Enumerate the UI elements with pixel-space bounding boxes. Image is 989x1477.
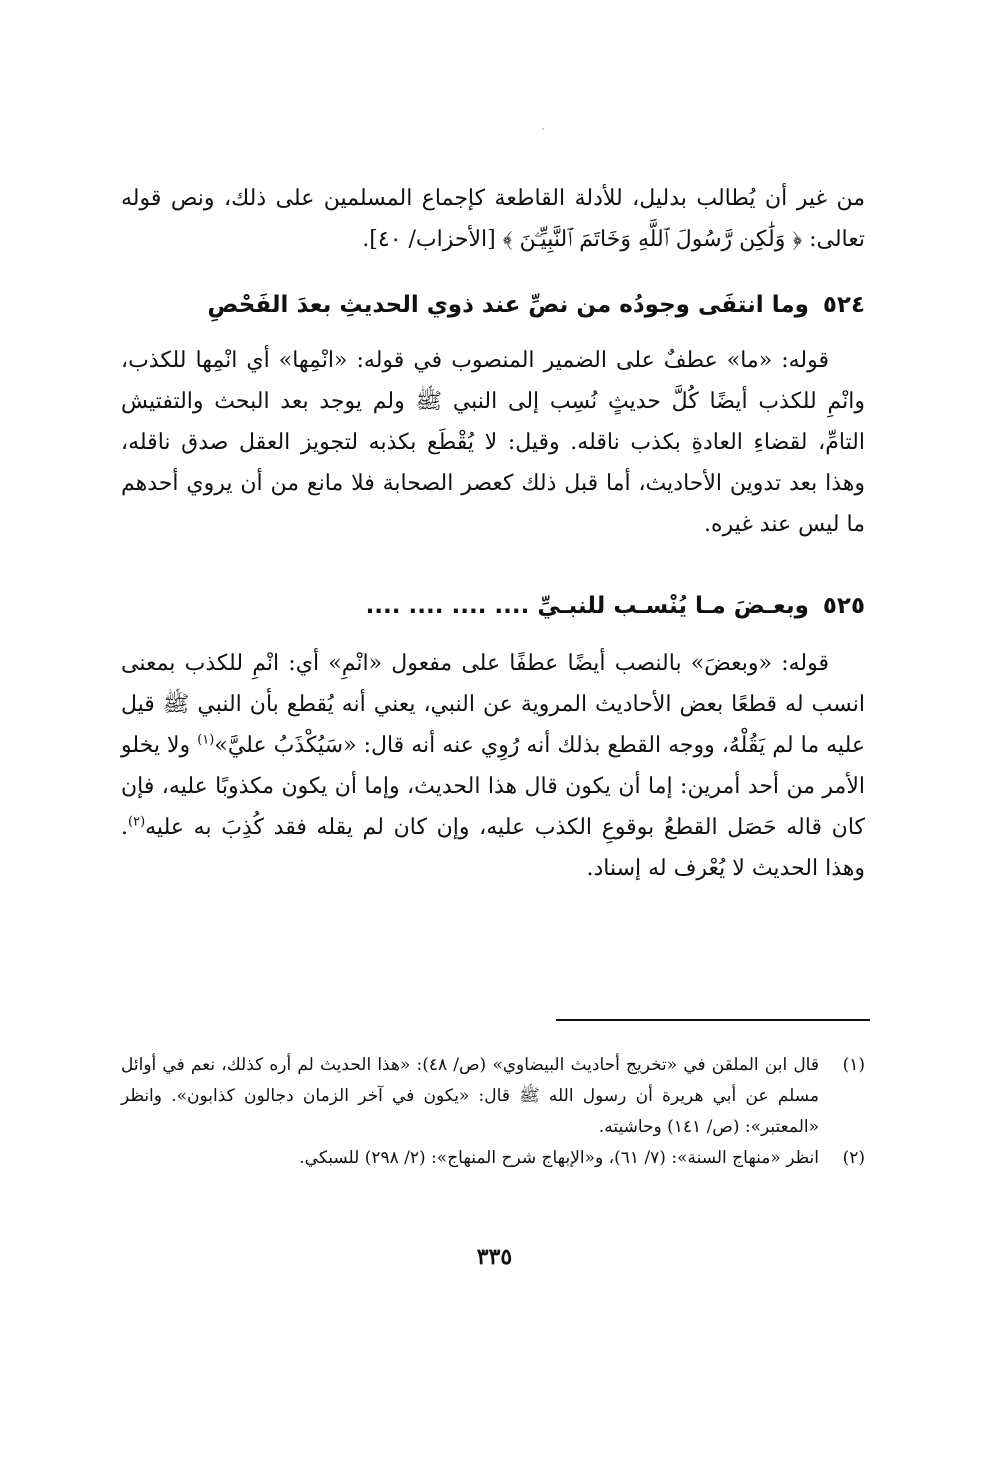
footnote-number: (١) [842,1055,865,1075]
footnote-divider [556,1019,870,1021]
paragraph-text: قوله: «وبعضَ» بالنصب أيضًا عطفًا على مفعول «انْمِ» أي: انْمِ للكذب بمعنى انسب له قطعًا بعض الأحاديث المروية عن النبي، يعني أنه يُقطع بأن النبي ﷺ قيل عليه ما لم يَقُلْهُ، ووجه القطع بذلك أنه رُوِي عنه أنه قال: «سَيُكْذَبُ عليَّ» [121,651,865,758]
page-number: ٣٣٥ [476,1244,513,1270]
footnote-ref: (١) [197,732,215,748]
verse-number: ٥٢٤ [822,292,865,318]
paragraph-text: . وهذا الحديث لا يُعْرف له إسناد. [121,815,865,881]
footnote-ref: (٢) [128,814,146,830]
footnote [121,1143,865,1174]
commentary-paragraph-525 [121,643,865,889]
footnote [121,1050,865,1143]
verse-text: وبعـضَ مـا يُنْسـب للنبـيِّ .... .... .... .... [365,593,809,619]
verse-524 [121,292,865,318]
commentary-paragraph-524: قوله: «ما» عطفٌ على الضمير المنصوب في قوله: «انْمِها» أي انْمِها للكذب، وانْمِ للكذب أيضًا كُلَّ حديثٍ نُسِب إلى النبي ﷺ ولم يوجد بعد البحث والتفتيش التامِّ، لقضاءِ العادةِ بكذب ناقله. وقيل: لا يُقْطَع بكذبه لتجويز العقل صدق ناقله، وهذا بعد تدوين الأحاديث، أما قبل ذلك كعصر الصحابة فلا مانع من أن يروي أحدهم ما ليس عند غيره. [121,348,865,537]
scan-speck [542,128,544,130]
footnote-text: قال ابن الملقن في «تخريج أحاديث البيضاوي» (ص/ ٤٨): «هذا الحديث لم أره كذلك، نعم في أوائل مسلم عن أبي هريرة أن رسول الله ﷺ قال: «يكون في آخر الزمان دجالون كذابون». وانظر «المعتبر»: (ص/ ١٤١) وحاشيته. [121,1055,819,1137]
verse-text: وما انتفَى وجودُه من نصِّ عند ذوي الحديثِ بعدَ الفَحْصِ [207,292,809,318]
footnotes [121,1050,865,1174]
paragraph-text: ولا يخلو الأمر من أحد أمرين: إما أن يكون قال هذا الحديث، وإما أن يكون مكذوبًا عليه، فإن كان قاله حَصَل القطعُ بوقوعِ الكذب عليه، وإن كان لم يقله فقد كُذِبَ به عليه [121,733,865,840]
footnote-text: انظر «منهاج السنة»: (٧/ ٦١)، و«الإبهاج شرح المنهاج»: (٢/ ٢٩٨) للسبكي. [299,1148,819,1168]
footnote-number: (٢) [842,1148,865,1168]
intro-paragraph: من غير أن يُطالب بدليل، للأدلة القاطعة كإجماع المسلمين على ذلك، ونص قوله تعالى: ﴿ وَلَٰكِن رَّسُولَ ٱللَّهِ وَخَاتَمَ ٱلنَّبِيِّـۧنَ ﴾ [الأحزاب/ ٤٠]. [121,186,865,252]
verse-525 [121,593,865,619]
verse-number: ٥٢٥ [822,593,865,619]
